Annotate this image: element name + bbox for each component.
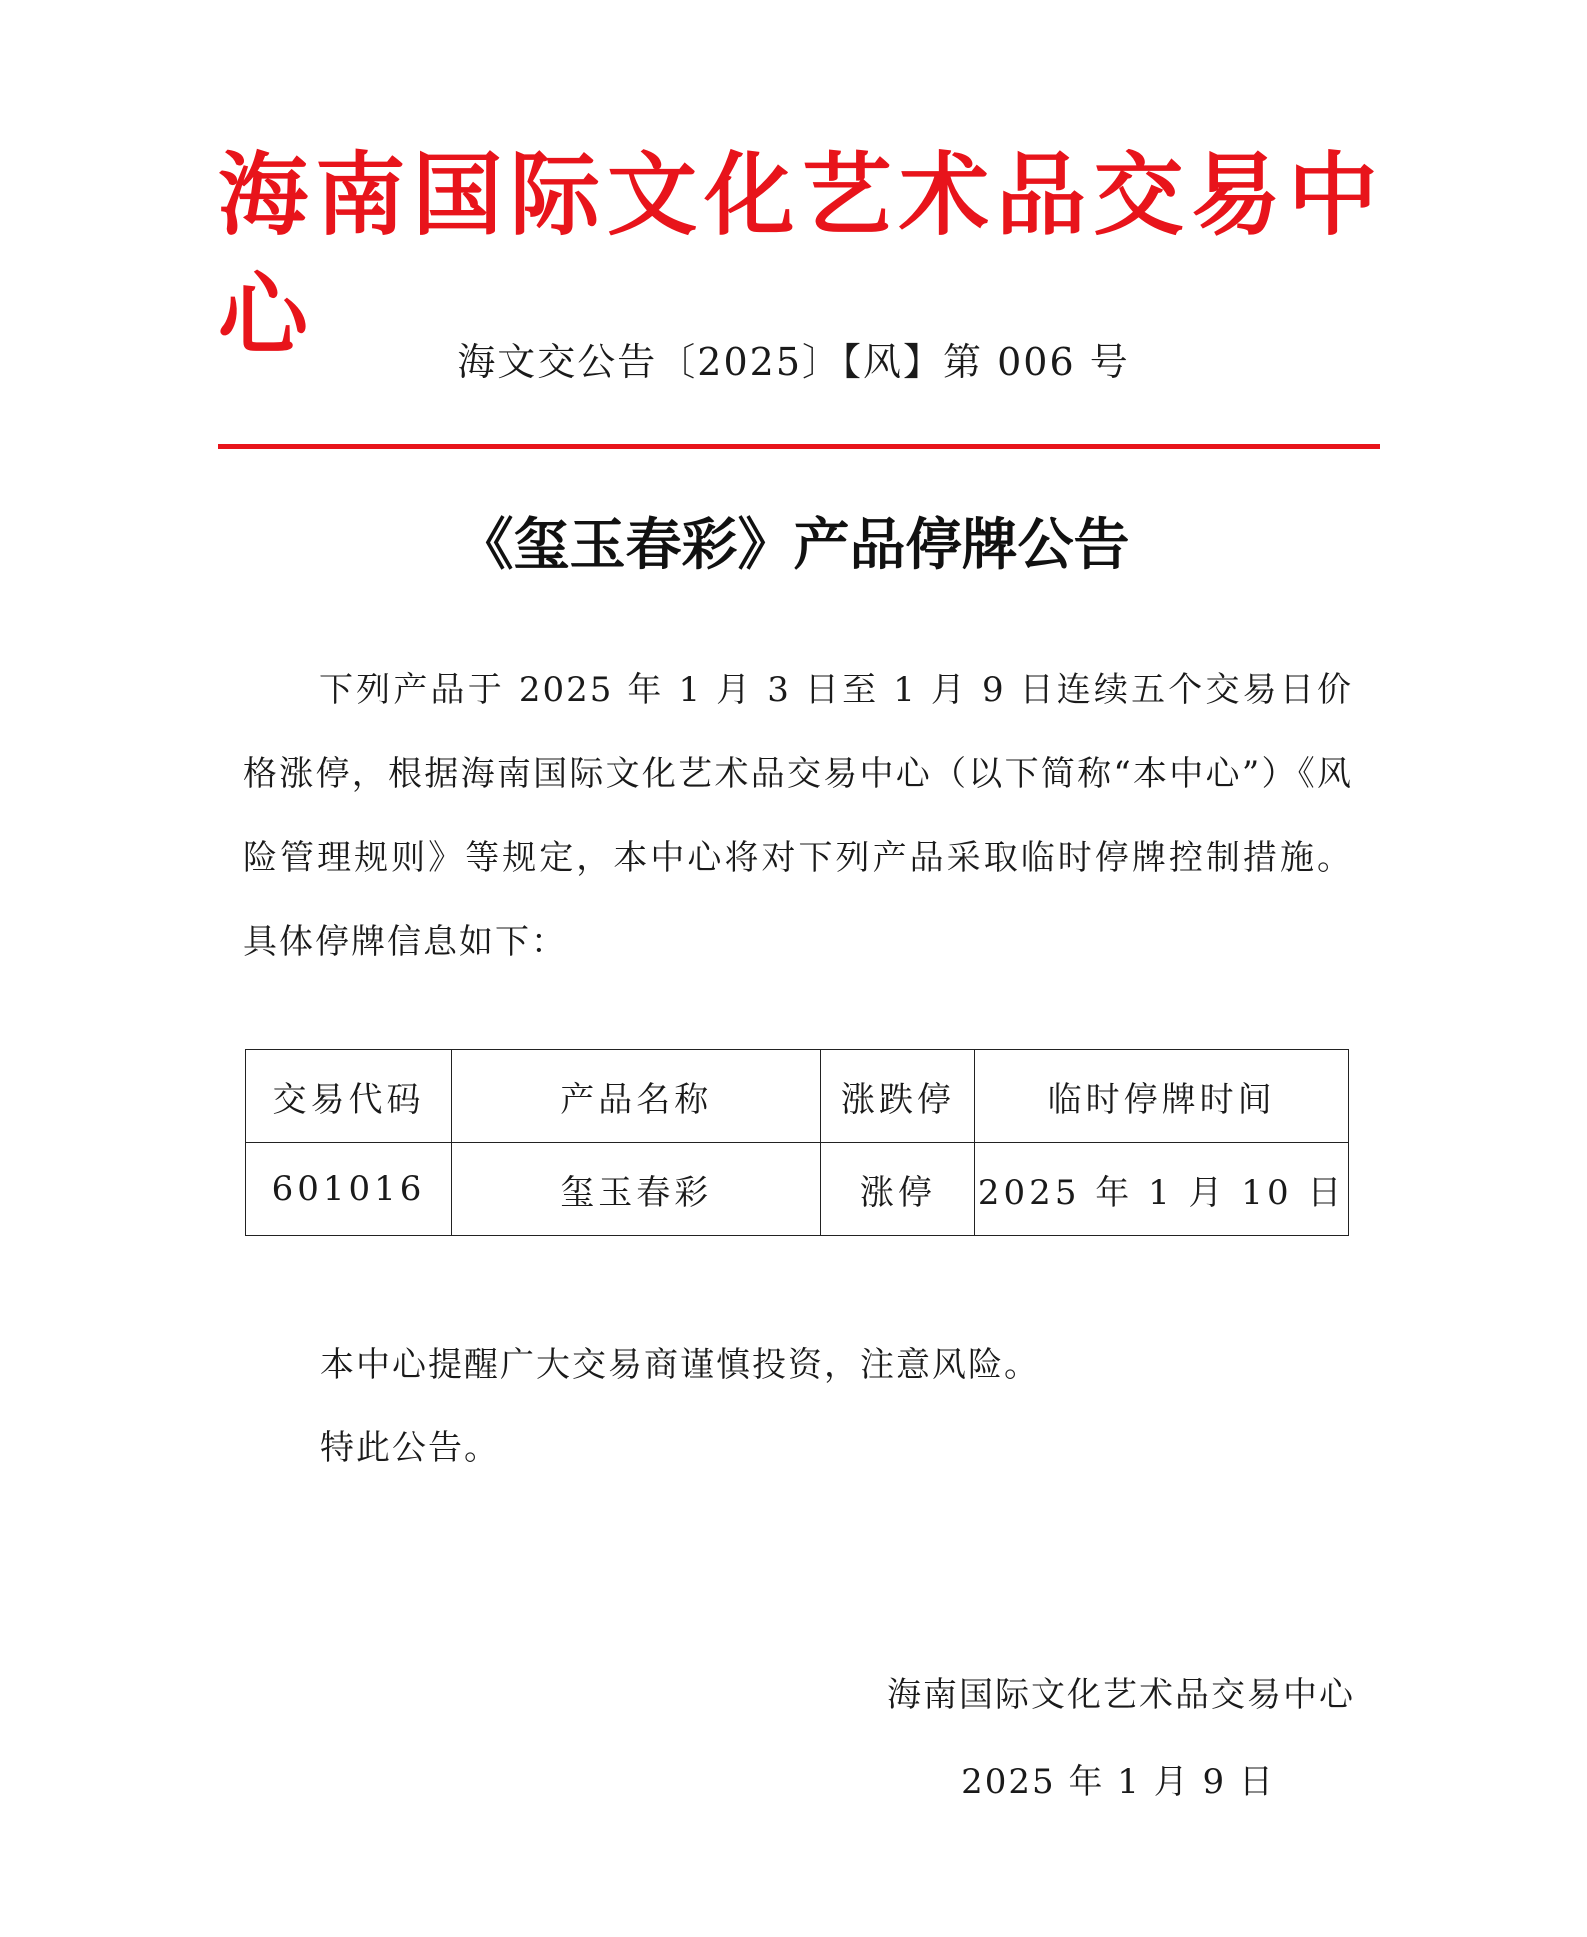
signature-date: 2025 年 1 月 9 日 bbox=[961, 1762, 1275, 1802]
header-limit-status: 涨跌停 bbox=[821, 1050, 975, 1143]
notice-title: 《玺玉春彩》产品停牌公告 bbox=[457, 512, 1130, 578]
table-header-row bbox=[246, 1050, 1349, 1143]
risk-reminder: 本中心提醒广大交易商谨慎投资，注意风险。 bbox=[320, 1345, 1040, 1385]
header-suspension-time: 临时停牌时间 bbox=[975, 1050, 1349, 1143]
organization-header: 海南国际文化艺术品交易中心 bbox=[218, 142, 1378, 368]
cell-trade-code: 601016 bbox=[246, 1143, 452, 1236]
red-divider bbox=[218, 444, 1380, 449]
suspension-table bbox=[245, 1049, 1349, 1236]
notice-body: 下列产品于 2025 年 1 月 3 日至 1 月 9 日连续五个交易日价格涨停，根据海南国际文化艺术品交易中心（以下简称“本中心”）《风险管理规则》等规定，本中心将对下列产品采取临时停牌控制措施。具体停牌信息如下： bbox=[243, 670, 1353, 962]
closing-statement: 特此公告。 bbox=[320, 1428, 500, 1468]
document-number: 海文交公告〔2025〕【风】第 006 号 bbox=[457, 340, 1130, 384]
header-product-name: 产品名称 bbox=[451, 1050, 821, 1143]
cell-suspension-time: 2025 年 1 月 10 日 bbox=[975, 1143, 1349, 1236]
header-trade-code: 交易代码 bbox=[246, 1050, 452, 1143]
cell-limit-status: 涨停 bbox=[821, 1143, 975, 1236]
cell-product-name: 玺玉春彩 bbox=[451, 1143, 821, 1236]
table-row bbox=[246, 1143, 1349, 1236]
signature-organization: 海南国际文化艺术品交易中心 bbox=[887, 1675, 1355, 1715]
